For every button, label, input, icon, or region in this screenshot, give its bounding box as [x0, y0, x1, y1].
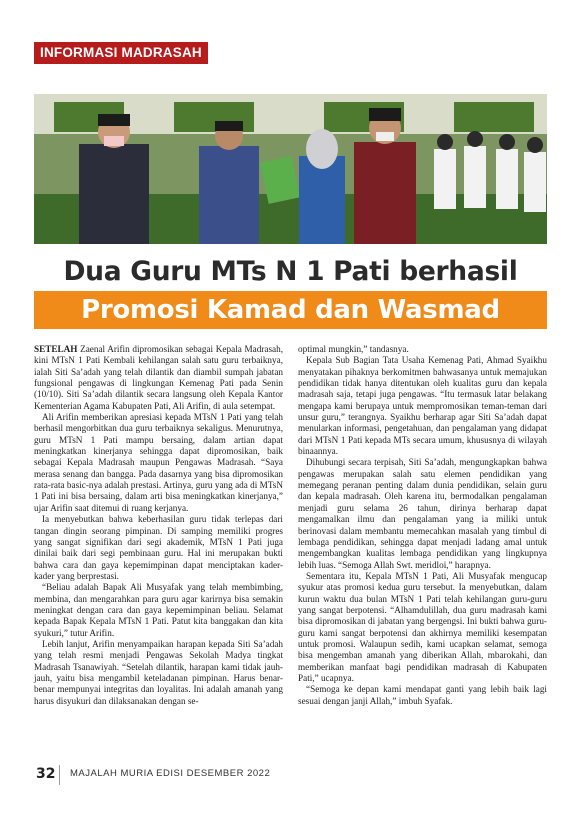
article-paragraph: “Semoga ke depan kami mendapat ganti yang lebih baik lagi sesuai dengan janji Allah,” imbuh Syafak.	[298, 684, 547, 706]
headline-line-1: Dua Guru MTs N 1 Pati berhasil	[63, 256, 518, 287]
page-footer	[0, 763, 581, 787]
section-tag: INFORMASI MADRASAH	[34, 42, 208, 64]
article-paragraph: Dihubungi secara terpisah, Siti Sa’adah, mengungkapkan bahwa pengawas merupakan salah satu elemen pendidikan yang memegang peranan penting dalam dunia pendidikan, selain guru dan kepala madrasah. Oleh karena itu, bermodalkan pengalaman menjadi guru selama 26 tahun, dirinya berharap dapat mengamalkan ilmu dan pengalaman yang ia miliki untuk berinovasi dalam membantu memecahkan masalah yang timbul di lembaga pendidikan, sehingga dapat menjadi ladang amal untuk mengembangkan kualitas lembaga pendidikan yang lingkupnya lebih luas. “Semoga Allah Swt. meridloi,” harapnya.	[298, 457, 547, 570]
magazine-name: MAJALAH MURIA EDISI DESEMBER 2022	[70, 768, 271, 779]
article-paragraph: “Beliau adalah Bapak Ali Musyafak yang telah membimbing, membina, dan mengarahkan para guru agar karirnya bisa semakin meningkat dengan cara dan gaya kepemimpinan beliau. Selamat kepada Bapak Kepala MTsN 1 Pati. Patut kita banggakan dan kita syukuri,” tutur Arifin.	[34, 582, 283, 638]
paragraph-text: Zaenal Arifin dipromosikan sebagai Kepala Madrasah, kini MTsN 1 Pati Kembali kehilangan salah satu guru terbaiknya, ialah Siti Sa’adah yang telah dilantik dan diambil sumpah jabatan fungsional pengawas di lingkungan Kemenag Pati pada Senin (10/10). Siti Sa’adah dilantik secara langsung oleh Kepala Kantor Kementerian Agama Kabupaten Pati, Ali Arifin, di aula setempat.	[34, 344, 283, 411]
event-photo-illustration	[34, 94, 547, 244]
article-column-right	[298, 344, 547, 706]
article-paragraph: Lebih lanjut, Arifin menyampaikan harapan kepada Siti Sa’adah yang telah resmi menjadi Pengawas Sekolah Madya tingkat Madrasah Tsanawiyah. “Setelah dilantik, harapan kami tidak jauh-jauh, yaitu bisa mengambil keteladanan pimpinan. Harus benar-benar mempunyai integritas dan loyalitas. Ini adalah amanah yang harus disyukuri dan dilaksanakan dengan se-	[34, 638, 283, 706]
headline-line-2: Promosi Kamad dan Wasmad	[34, 291, 547, 329]
event-photo	[34, 94, 547, 244]
page-number: 32	[36, 766, 56, 782]
article-column-left	[34, 344, 283, 706]
footer-divider	[59, 765, 60, 785]
article-paragraph: Ali Arifin memberikan apresiasi kepada MTsN 1 Pati yang telah berhasil mengorbitkan dua guru terbaiknya sekaligus. Menurutnya, guru MTsN 1 Pati mampu bersaing, dalam artian dapat meningkatkan kinerjanya sehingga dapat dipromosikan, baik sebagai Kepala Madrasah maupun Pengawas Madrasah. “Saya merasa senang dan bangga. Pada dasarnya yang bisa dipromosikan rata-rata basic-nya adalah prestasi. Artinya, guru yang ada di MTsN 1 Pati ini bisa bersaing, dalam arti bisa meningkatkan kinerjanya,” ujar Arifin saat ditemui di ruang kerjanya.	[34, 412, 283, 513]
article-paragraph: optimal mungkin,” tandasnya.	[298, 344, 409, 354]
article-paragraph: Sementara itu, Kepala MTsN 1 Pati, Ali Musyafak mengucap syukur atas promosi kedua guru tersebut. Ia menyebutkan, dalam kurun waktu dua bulan MTsN 1 Pati telah kehilangan guru-guru yang sangat berpotensi. “Alhamdulillah, dua guru madrasah kami bisa dipromosikan di jabatan yang bergengsi. Ini bukti bahwa guru-guru kami sangat berpotensi dan akhirnya memiliki kesempatan untuk promosi. Walaupun sedih, kami ucapkan selamat, semoga bisa mengemban amanah yang diberikan Allah, mbarokahi, dan memberikan manfaat bagi pendidikan madrasah di Kabupaten Pati,” ucapnya.	[298, 570, 547, 683]
article-paragraph: Kepala Sub Bagian Tata Usaha Kemenag Pati, Ahmad Syaikhu menyatakan pihaknya berkomitmen bahwasanya untuk memajukan pendidikan tidak hanya ditentukan oleh kualitas guru dan kepala madrasah saja, tetapi juga pengawas. “Itu termasuk latar belakang mengapa kami berupaya untuk mempromosikan teman-teman dari unsur guru,” terangnya. Syaikhu berharap agar Siti Sa’adah dapat menularkan informasi, pengetahuan, dan pengalaman yang didapat dari MTsN 1 Pati kepada MTs secara umum, khususnya di wilayah binaannya.	[298, 355, 547, 457]
article-paragraph: Ia menyebutkan bahwa keberhasilan guru tidak terlepas dari tangan dingin seorang pimpinan. Di samping memiliki progres yang sangat signifikan dari segi akademik, MTsN 1 Pati juga dinilai baik dari segi pembinaan guru. Hal ini merupakan bukti bahwa cara dan gaya kepemimpinan dapat menciptakan kader-kader yang berprestasi.	[34, 514, 283, 581]
article-paragraph	[34, 344, 283, 412]
lead-word: SETELAH	[34, 344, 78, 354]
